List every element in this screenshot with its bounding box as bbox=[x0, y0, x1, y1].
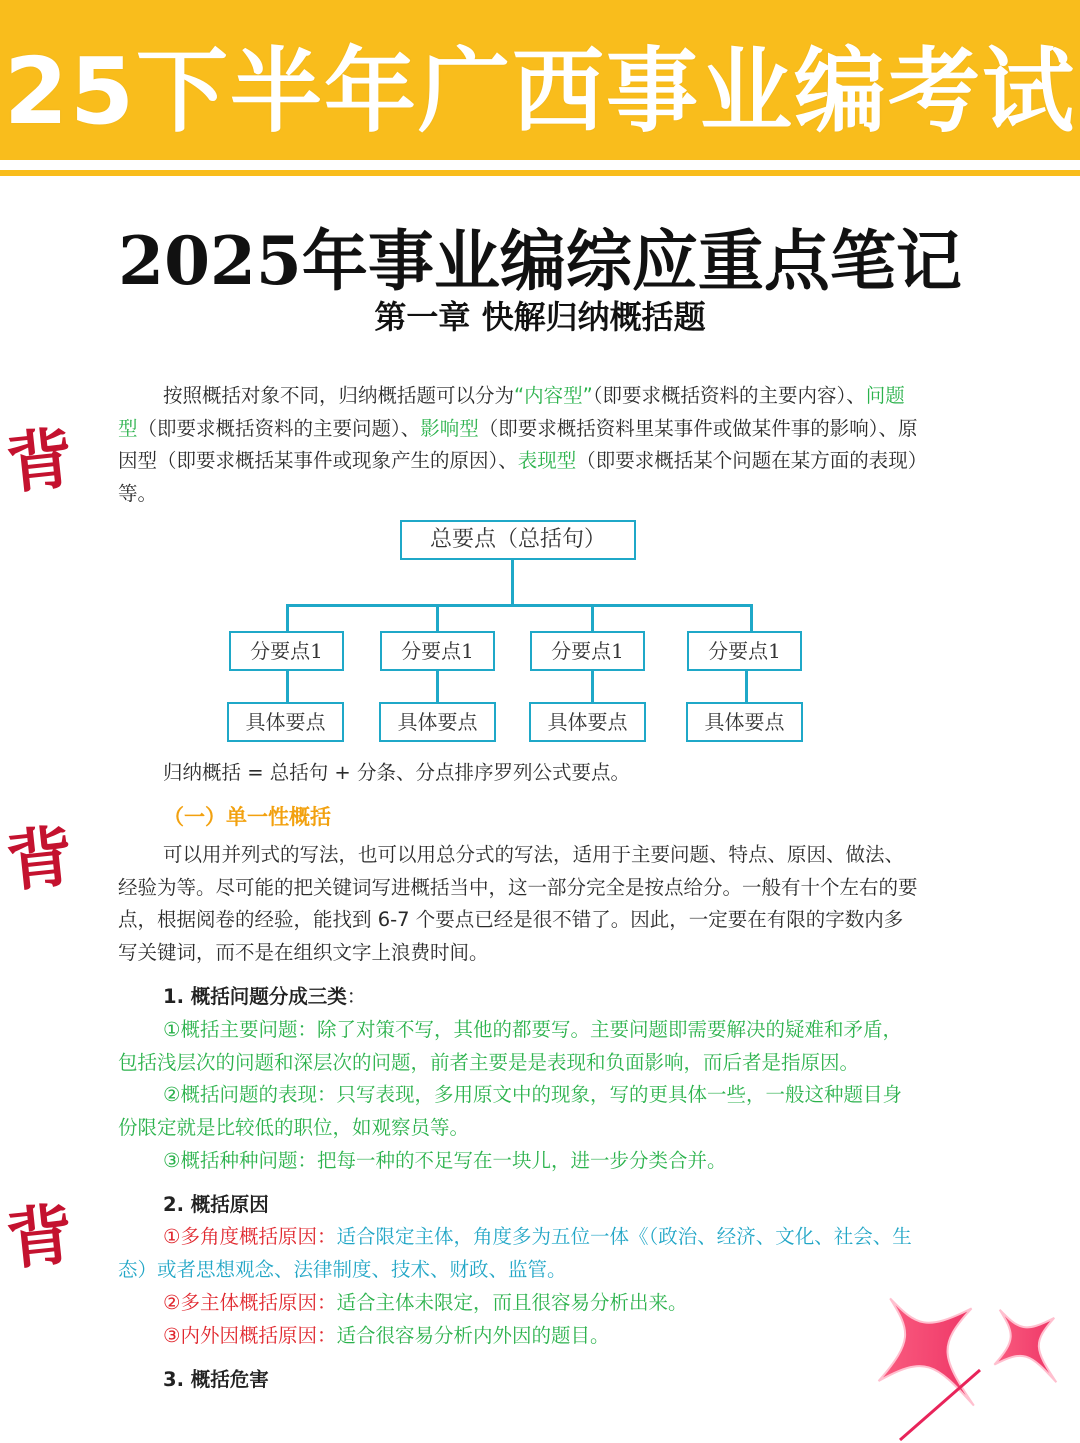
item2-b-label: ②多主体概括原因： bbox=[163, 1291, 337, 1314]
diagram-leaf-node: 具体要点 bbox=[529, 702, 646, 742]
item1-point-c: ③概括种种问题：把每一种的不足写在一块儿，进一步分类合并。 bbox=[163, 1149, 727, 1172]
banner-title: 25下半年广西事业编考试 bbox=[3, 38, 1077, 145]
intro-text: （即要求概括资料里某事件或做某件事的影响）、原因型（即要求概括某事件或现象产生的原因）、 bbox=[118, 416, 918, 473]
diagram-connector bbox=[286, 604, 289, 632]
diagram-branch-node: 分要点1 bbox=[687, 631, 802, 671]
type-manifestation: 表现型 bbox=[517, 449, 577, 473]
item2-c-text: 适合很容易分析内外因的题目。 bbox=[336, 1324, 610, 1347]
banner-divider bbox=[0, 170, 1080, 176]
diagram-connector bbox=[745, 671, 748, 703]
margin-mark: 背 bbox=[2, 816, 77, 902]
item2-c-label: ③内外因概括原因： bbox=[163, 1324, 337, 1347]
sparkle-icon bbox=[860, 1270, 1020, 1443]
item1-heading-text: 1. 概括问题分成三类 bbox=[163, 985, 347, 1008]
formula-line: 归纳概括 = 总括句 + 分条、分点排序罗列公式要点。 bbox=[163, 761, 630, 784]
type-content: “内容型” bbox=[514, 384, 593, 407]
item2-a-label: ①多角度概括原因： bbox=[163, 1225, 337, 1248]
item1-point-a: ①概括主要问题：除了对策不写，其他的都要写。主要问题即需要解决的疑难和矛盾，包括浅层次的问题和深层次的问题，前者主要是是表现和负面影响，而后者是指原因。 bbox=[118, 1018, 902, 1074]
item2-a-text: 适合限定主体，角度多为五位一体《（政治、经济、文化、社会、生态）或者思想观念、法律制度、技术、财政、监管。 bbox=[118, 1225, 912, 1281]
item2-point-b bbox=[118, 1287, 918, 1320]
item1-heading bbox=[163, 981, 963, 1014]
diagram-branch-node: 分要点1 bbox=[530, 631, 645, 671]
section-heading: （一）单一性概括 bbox=[163, 805, 331, 829]
intro-text: （即要求概括资料的主要问题）、 bbox=[137, 416, 421, 440]
item1-heading-colon: ： bbox=[346, 985, 367, 1008]
diagram-connector bbox=[436, 604, 439, 632]
type-impact: 影响型 bbox=[420, 416, 479, 440]
diagram-top-node: 总要点（总括句） bbox=[400, 520, 636, 560]
intro-text: （即要求概括某个问题在某方面的表现）等。 bbox=[118, 449, 918, 505]
intro-text: 按照概括对象不同，归纳概括题可以分为 bbox=[163, 384, 515, 407]
sparkle-decoration bbox=[860, 1270, 1080, 1443]
diagram-branch-node: 分要点1 bbox=[380, 631, 495, 671]
margin-mark: 背 bbox=[2, 1194, 77, 1280]
item1-point-b: ②概括问题的表现：只写表现，多用原文中的现象，写的更具体一些，一般这种题目身份限定就是比较低的职位，如观察员等。 bbox=[118, 1083, 902, 1139]
diagram-connector bbox=[750, 604, 753, 632]
diagram-branch-node: 分要点1 bbox=[229, 631, 344, 671]
diagram-connector bbox=[436, 671, 439, 703]
item3-heading: 3. 概括危害 bbox=[163, 1368, 269, 1391]
intro-paragraph bbox=[118, 380, 918, 510]
item2-point-a bbox=[118, 1221, 918, 1286]
type-problem: 问题型 bbox=[118, 384, 905, 440]
item2-b-text: 适合主体未限定，而且很容易分析出来。 bbox=[336, 1291, 688, 1314]
diagram-connector bbox=[286, 604, 753, 607]
margin-mark: 背 bbox=[2, 418, 77, 504]
diagram-leaf-node: 具体要点 bbox=[379, 702, 496, 742]
diagram-connector bbox=[286, 671, 289, 703]
diagram-connector bbox=[591, 604, 594, 632]
diagram-leaf-node: 具体要点 bbox=[686, 702, 803, 742]
sparkle-trail bbox=[900, 1370, 980, 1440]
diagram-connector bbox=[511, 560, 514, 606]
item2-heading: 2. 概括原因 bbox=[163, 1193, 269, 1216]
diagram-connector bbox=[591, 671, 594, 703]
section-body: 可以用并列式的写法，也可以用总分式的写法，适用于主要问题、特点、原因、做法、经验为等。尽可能的把关键词写进概括当中，这一部分完全是按点给分。一般有十个左右的要点，根据阅卷的经验，能找到 6-7 个要点已经是很不错了。因此，一定要在有限的字数内多写关键词，而不是在组织文字上浪费时间。 bbox=[118, 843, 918, 964]
sparkle-icon bbox=[970, 1286, 1080, 1405]
item2-point-c bbox=[118, 1320, 918, 1353]
diagram-leaf-node: 具体要点 bbox=[227, 702, 344, 742]
chapter-title: 第一章 快解归纳概括题 bbox=[374, 298, 706, 336]
intro-text: （即要求概括资料的主要内容）、 bbox=[592, 384, 866, 407]
document-title: 2025年事业编综应重点笔记 bbox=[118, 222, 962, 300]
